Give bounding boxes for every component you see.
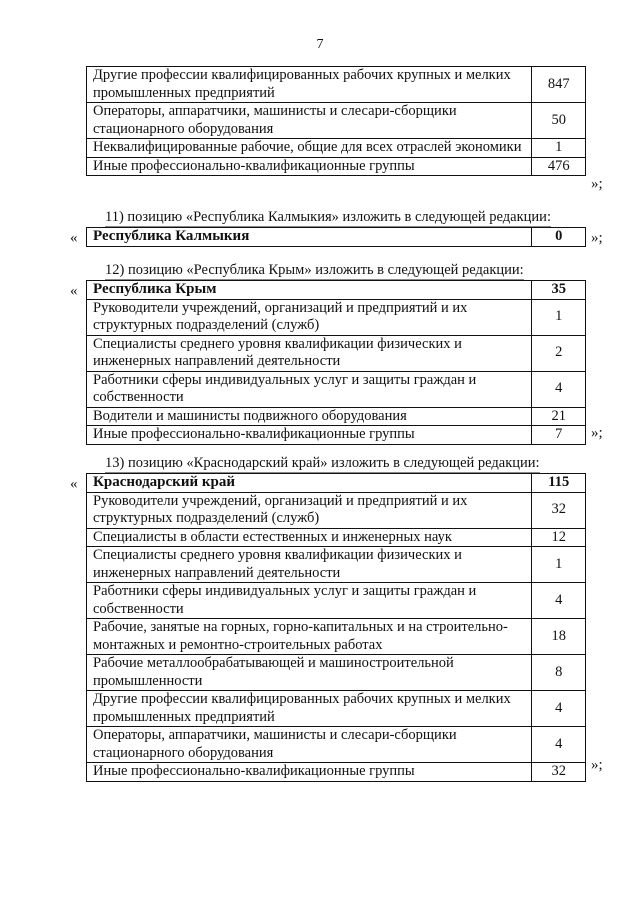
occupation-label: Операторы, аппаратчики, машинисты и слесари-сборщики стационарного оборудования [87,727,532,763]
section-13-intro: 13) позицию «Краснодарский край» изложить в следующей редакции: [105,455,540,471]
region-name: Республика Крым [87,281,532,300]
occupation-value: 4 [532,371,586,407]
table-row [87,691,586,727]
table-row [87,547,586,583]
occupation-value: 18 [532,619,586,655]
occupation-value: 4 [532,727,586,763]
table-row [87,583,586,619]
occupation-label: Специалисты среднего уровня квалификации физических и инженерных направлений деятельности [87,547,532,583]
occupation-value: 1 [532,299,586,335]
occupation-label: Иные профессионально-квалификационные группы [87,763,532,782]
occupation-label: Рабочие, занятые на горных, горно-капитальных и на строительно-монтажных и ремонтно-строительных работах [87,619,532,655]
table-crimea [86,280,586,445]
table-header-row [87,281,586,300]
occupation-value: 7 [532,426,586,445]
occupation-value: 4 [532,583,586,619]
occupation-label: Работники сферы индивидуальных услуг и защиты граждан и собственности [87,371,532,407]
table-row [87,407,586,426]
occupation-label: Специалисты в области естественных и инженерных наук [87,528,532,547]
region-name: Краснодарский край [87,474,532,493]
table-row [87,492,586,528]
occupation-label: Водители и машинисты подвижного оборудования [87,407,532,426]
table-row [87,103,586,139]
closing-quote: »; [591,757,603,773]
table-row [87,727,586,763]
table-header-row [87,228,586,247]
table-row [87,655,586,691]
table-row [87,335,586,371]
table-kalmykia [86,227,586,247]
occupation-value: 12 [532,528,586,547]
occupation-value: 21 [532,407,586,426]
occupation-value: 50 [532,103,586,139]
table-row [87,299,586,335]
region-name: Республика Калмыкия [87,228,532,247]
closing-quote: »; [591,176,603,192]
occupation-value: 4 [532,691,586,727]
closing-quote: »; [591,425,603,441]
table-row [87,67,586,103]
closing-quote: »; [591,230,603,246]
table-header-row [87,474,586,493]
table-row [87,371,586,407]
occupation-label: Специалисты среднего уровня квалификации физических и инженерных направлений деятельности [87,335,532,371]
opening-quote: « [70,230,78,246]
table-row [87,528,586,547]
occupation-label: Руководители учреждений, организаций и предприятий и их структурных подразделений (служб) [87,299,532,335]
occupation-value: 476 [532,157,586,176]
region-total: 35 [532,281,586,300]
occupation-label: Иные профессионально-квалификационные группы [87,157,532,176]
occupation-label: Руководители учреждений, организаций и предприятий и их структурных подразделений (служб) [87,492,532,528]
region-total: 0 [532,228,586,247]
occupation-label: Другие профессии квалифицированных рабочих крупных и мелких промышленных предприятий [87,67,532,103]
table-row [87,619,586,655]
occupation-label: Другие профессии квалифицированных рабочих крупных и мелких промышленных предприятий [87,691,532,727]
occupation-label: Операторы, аппаратчики, машинисты и слесари-сборщики стационарного оборудования [87,103,532,139]
occupation-value: 1 [532,139,586,158]
region-total: 115 [532,474,586,493]
table-continuation [86,66,586,176]
occupation-label: Иные профессионально-квалификационные группы [87,426,532,445]
occupation-value: 8 [532,655,586,691]
occupation-value: 32 [532,763,586,782]
opening-quote: « [70,476,78,492]
table-krasnodar [86,473,586,782]
occupation-value: 2 [532,335,586,371]
page-number: 7 [316,37,324,52]
occupation-value: 32 [532,492,586,528]
occupation-label: Рабочие металлообрабатывающей и машиностроительной промышленности [87,655,532,691]
table-row [87,426,586,445]
opening-quote: « [70,283,78,299]
occupation-label: Работники сферы индивидуальных услуг и защиты граждан и собственности [87,583,532,619]
occupation-value: 847 [532,67,586,103]
table-row [87,139,586,158]
section-11-intro: 11) позицию «Республика Калмыкия» изложить в следующей редакции: [105,209,551,225]
section-12-intro: 12) позицию «Республика Крым» изложить в следующей редакции: [105,262,524,278]
table-row [87,763,586,782]
occupation-label: Неквалифицированные рабочие, общие для всех отраслей экономики [87,139,532,158]
occupation-value: 1 [532,547,586,583]
table-row [87,157,586,176]
